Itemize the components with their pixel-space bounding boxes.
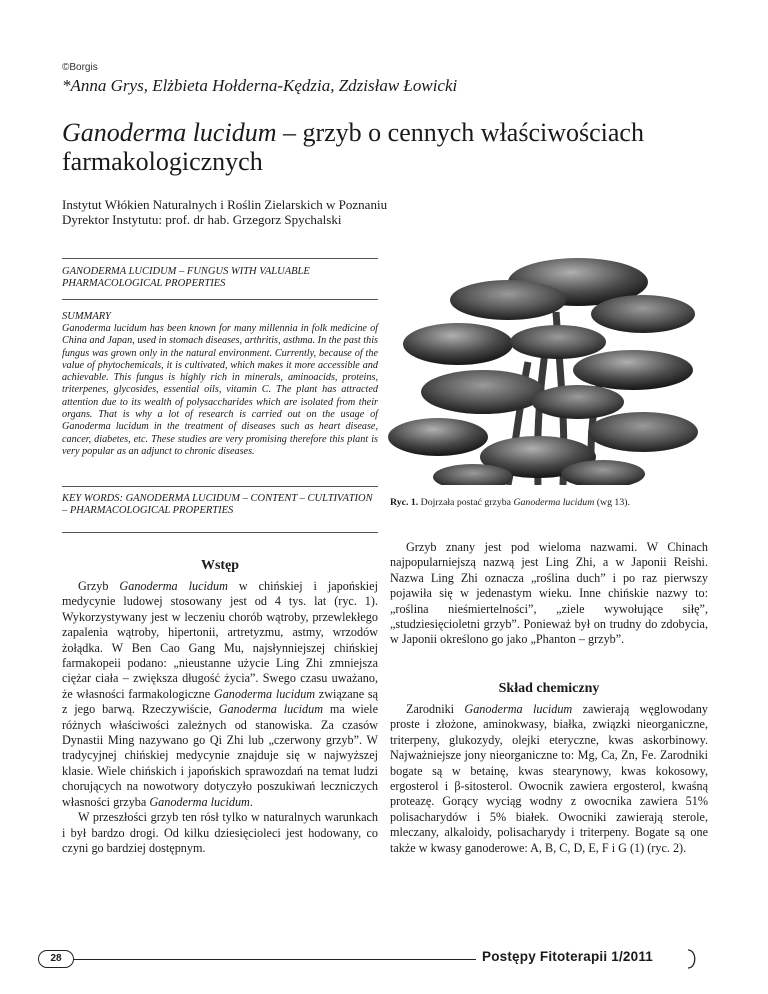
- composition-paragraph: Zarodniki Ganoderma lucidum zawierają węglowodany proste i złożone, aminokwasy, białka, związki nieorganiczne, triterpeny, glukozydy, olejki eteryczne, kwas askorbinowy. Najważniejsze jony nieorganiczne to: Mg, Ca, Zn, Fe. Zarodniki bogate są w betainę, kwas stearynowy, kwas kokosowy, ergosterol i β-sitosterol. Owocnik zawiera ergosterol, kwaśną proteazę. Gorący wyciąg wodny z owocnika zawiera 51% polisacharydów i 5% białek. Owocniki zawierają sterole, mleczany, alkaloidy, polisacharydy i triterpeny. Bogate są one także w kwasy ganoderowe: A, B, C, D, E, F i G (1) (ryc. 2).: [390, 702, 708, 855]
- title-species: Ganoderma lucidum: [62, 118, 277, 147]
- intro-paragraph-2: W przeszłości grzyb ten rósł tylko w naturalnych warunkach i był bardzo drogi. Od kilku dziesięcioleci jest hodowany, co czyni go bardziej dostępnym.: [62, 810, 378, 855]
- section-heading-sklad: Skład chemiczny: [498, 681, 600, 696]
- journal-bracket-icon: [686, 949, 700, 969]
- journal-name: Postępy Fitoterapii 1/2011: [476, 949, 659, 964]
- divider-summary: [62, 299, 378, 300]
- figure-caption: Ryc. 1. Dojrzała postać grzyba Ganoderma lucidum (wg 13).: [390, 497, 630, 508]
- ganoderma-illustration: [388, 252, 700, 485]
- names-column: [390, 540, 708, 648]
- divider-bottom: [62, 532, 378, 533]
- footer-rule-left: [74, 959, 476, 960]
- affiliation-institute: Instytut Włókien Naturalnych i Roślin Zielarskich w Poznaniu: [62, 197, 388, 212]
- article-title: [62, 118, 722, 176]
- english-title: GANODERMA LUCIDUM – FUNGUS WITH VALUABLE PHARMACOLOGICAL PROPERTIES: [62, 266, 310, 289]
- section-heading-wstep: Wstęp: [200, 558, 240, 573]
- caption-label: Ryc. 1.: [390, 497, 419, 508]
- page-number: 28: [38, 950, 74, 968]
- publisher-mark: ©Borgis: [62, 62, 98, 73]
- affiliation-director: Dyrektor Instytutu: prof. dr hab. Grzegorz Spychalski: [62, 212, 342, 227]
- names-paragraph: Grzyb znany jest pod wieloma nazwami. W Chinach najpopularniejszą nazwą jest Ling Zhi, a w Japonii Reishi. Nazwa Ling Zhi oznacza „roślina duch” i po raz pierwszy pojawiła się w jedenastym wieku. Inne chińskie nazwy to: „roślina nieśmiertelności”, „ziele wywołujące siłę”, „studziesięcioletni grzyb”. Ponieważ był on trudny do zdobycia, w Japonii określono go jako „Phanton – grzyb”.: [390, 540, 708, 647]
- intro-paragraph-1: Grzyb Ganoderma lucidum w chińskiej i japońskiej medycynie ludowej stosowany jest od 4 tys. lat (ryc. 1). Wykorzystywany jest w leczeniu chorób wątroby, przewlekłego zapalenia wątroby, hipertonii, artretyzmu, astmy, wrzodów żołądka. W Ben Cao Gang Mu, najsłynniejszej chińskiej farmakopeii podano: „nieustanne użycie Ling Zhi zmniejsza ciężar ciała – zwiększa długość życia”. Swego czasu uważano, że własności farmakologiczne Ganoderma lucidum związane są z jego barwą. Rzeczywiście, Ganoderma lucidum ma wiele różnych właściwości zależnych od stanowiska. Za czasów Dynastii Ming nazywano go Qi Zhi lub „czerwony grzyb”. W tradycyjnej chińskiej medycynie znajduje się w najwyższej klasie. Wiele chińskich i japońskich sprawozdań na temat ludzi chorujących na nowotwory dotyczyło poszukiwań leczniczych własności grzyba Ganoderma lucidum.: [62, 579, 378, 809]
- summary-heading: SUMMARY: [62, 311, 111, 322]
- intro-column: [62, 579, 378, 856]
- affiliation: [62, 197, 387, 227]
- mushroom-photo: [388, 252, 700, 485]
- title-rest: – grzyb o cennych właściwościach farmakologicznych: [62, 118, 644, 176]
- keywords: KEY WORDS: GANODERMA LUCIDUM – CONTENT – CULTIVATION – PHARMACOLOGICAL PROPERTIES: [62, 493, 373, 516]
- divider-top: [62, 258, 378, 259]
- summary-text: Ganoderma lucidum has been known for many millennia in folk medicine of China and Japan, used in stomach diseases, arthritis, asthma. In the past this fungus was grown only in the natural environment. Currently, because of the value of phytochemicals, it is cultivated, which makes it more accessible and achievable. This fungus is highly rich in minerals, aminoacids, proteins, triterpenes, glycosides, essential oils, vitamin C. The plant has attracted attention due to its wealth of polysaccharides which are isolated from their organs. That is why a lot of research is carried out on the usage of Ganoderma lucidum in the treatment of diseases such as heart disease, cancer, diabetes, etc. These studies are very promising therefore this plant is very popular as an adjunct to chronic diseases.: [62, 323, 378, 457]
- divider-keywords: [62, 486, 378, 487]
- composition-column: [390, 702, 708, 856]
- authors: *Anna Grys, Elżbieta Hołderna-Kędzia, Zdzisław Łowicki: [62, 76, 458, 95]
